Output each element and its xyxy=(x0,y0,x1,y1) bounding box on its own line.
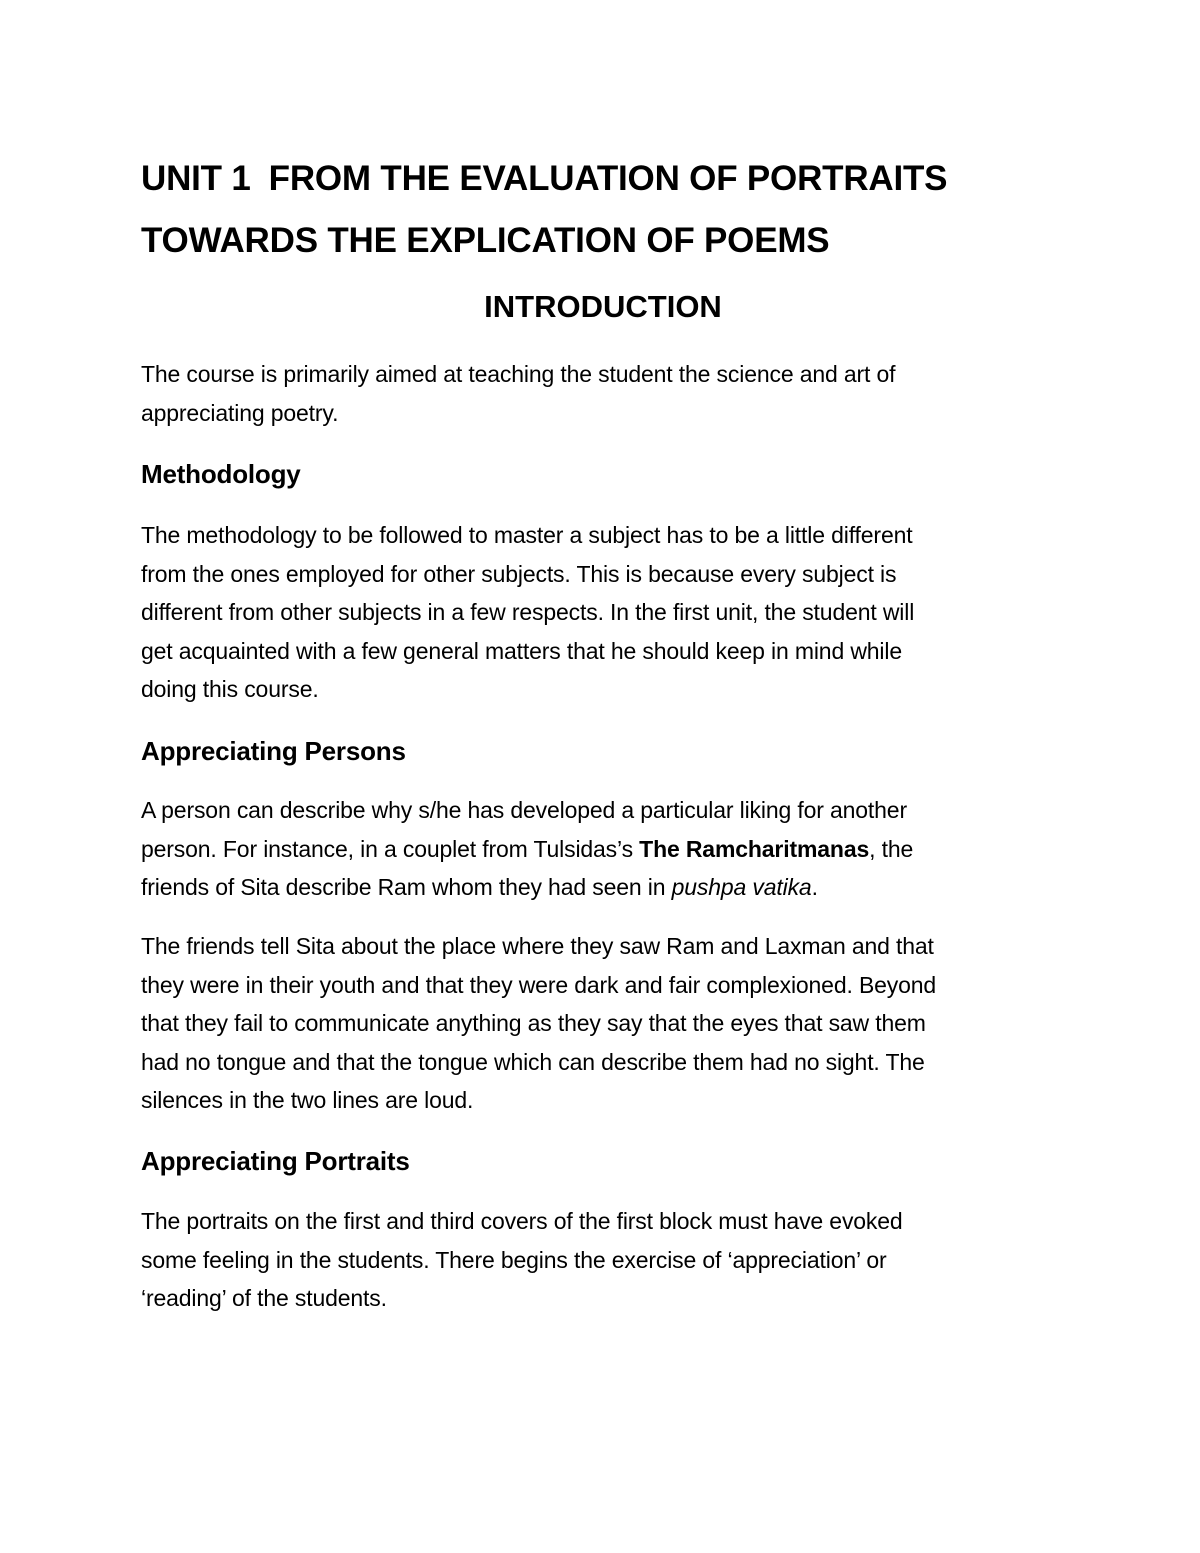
introduction-heading: INTRODUCTION xyxy=(484,289,722,324)
paragraph-line: The friends tell Sita about the place where they saw Ram and Laxman and that xyxy=(141,933,934,959)
paragraph-line: some feeling in the students. There begins the exercise of ‘appreciation’ or xyxy=(141,1246,887,1273)
paragraph-line: silences in the two lines are loud. xyxy=(141,1087,474,1113)
unit-title-line-1 xyxy=(141,148,1101,210)
appreciating-persons-heading: Appreciating Persons xyxy=(141,736,406,766)
text-segment: . xyxy=(811,874,818,900)
paragraph-line: different from other subjects in a few respects. In the first unit, the student will xyxy=(141,599,915,625)
unit-title-line-2: TOWARDS THE EXPLICATION OF POEMS xyxy=(141,221,830,260)
text-segment: , the xyxy=(869,835,914,862)
appreciating-portraits-heading: Appreciating Portraits xyxy=(141,1146,410,1176)
intro-paragraph xyxy=(141,355,1071,432)
methodology-heading: Methodology xyxy=(141,459,301,489)
paragraph-line: The methodology to be followed to master a subject has to be a little different xyxy=(141,522,913,548)
text-segment: person. For instance, in a couplet from Tulsidas’s xyxy=(141,835,640,862)
paragraph-line: The course is primarily aimed at teaching the student the science and art of xyxy=(141,361,896,387)
work-title: The Ramcharitmanas xyxy=(639,835,870,862)
unit-number: UNIT 1 xyxy=(141,159,251,198)
paragraph-line: A person can describe why s/he has developed a particular liking for another xyxy=(141,797,907,823)
paragraph-line xyxy=(141,868,1071,907)
paragraph-line xyxy=(141,830,1071,869)
unit-title-part-1: FROM THE EVALUATION OF PORTRAITS xyxy=(268,159,948,198)
text-segment: friends of Sita describe Ram whom they had seen in xyxy=(141,874,672,900)
paragraph-line: they were in their youth and that they were dark and fair complexioned. Beyond xyxy=(141,971,937,998)
paragraph-line: had no tongue and that the tongue which can describe them had no sight. The xyxy=(141,1048,925,1075)
appreciating-persons-paragraph xyxy=(141,791,1071,907)
unit-title xyxy=(141,148,1101,272)
paragraph-line: from the ones employed for other subjects. This is because every subject is xyxy=(141,560,897,587)
paragraph-line: that they fail to communicate anything as they say that the eyes that saw them xyxy=(141,1010,926,1036)
italic-term: pushpa vatika xyxy=(671,874,812,900)
appreciating-portraits-paragraph xyxy=(141,1202,1071,1318)
paragraph-line: The portraits on the first and third covers of the first block must have evoked xyxy=(141,1208,903,1234)
paragraph-line: doing this course. xyxy=(141,676,319,702)
methodology-paragraph xyxy=(141,516,1071,709)
paragraph-line: appreciating poetry. xyxy=(141,399,339,426)
friends-paragraph xyxy=(141,927,1071,1120)
paragraph-line: get acquainted with a few general matters that he should keep in mind while xyxy=(141,637,902,664)
paragraph-line: ‘reading’ of the students. xyxy=(141,1285,387,1311)
